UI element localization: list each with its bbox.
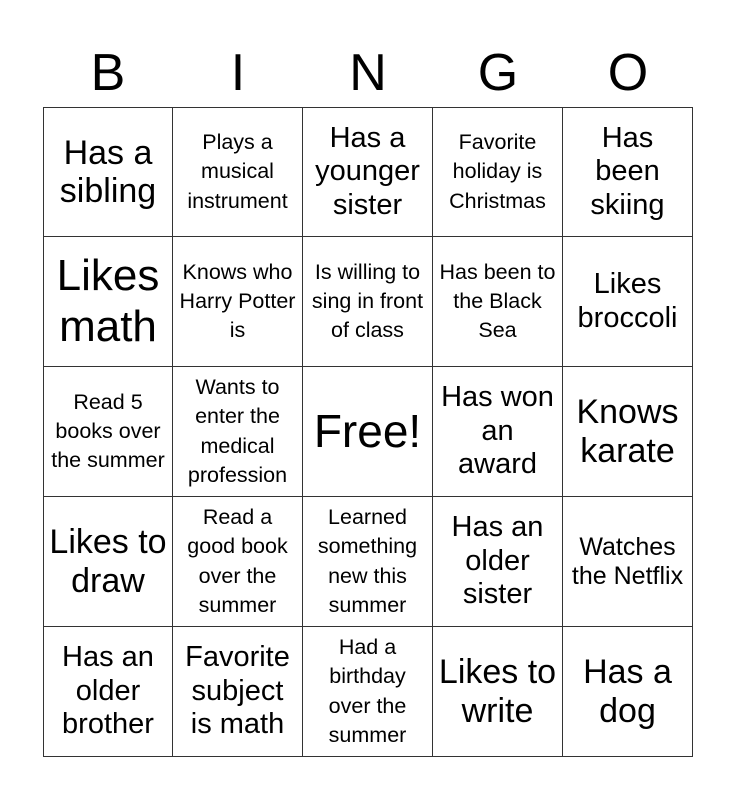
- bingo-cell[interactable]: [303, 237, 433, 367]
- header-letter-b: B: [90, 44, 126, 102]
- header-letter-i: I: [230, 44, 246, 102]
- cell-text: Knows karate: [576, 393, 679, 470]
- cell-text: Has been to the Black Sea: [439, 259, 556, 342]
- cell-text: Plays a musical instrument: [187, 130, 288, 213]
- cell-text: Is willing to sing in front of class: [311, 259, 424, 342]
- cell-text: Learned something new this summer: [317, 505, 418, 617]
- bingo-cell[interactable]: [173, 237, 303, 367]
- bingo-cell[interactable]: [303, 107, 433, 237]
- cell-text: Wants to enter the medical profession: [187, 375, 288, 487]
- header-letter-n: N: [349, 44, 387, 102]
- bingo-cell[interactable]: [433, 237, 563, 367]
- header-letter-g: G: [477, 44, 519, 102]
- bingo-cell[interactable]: [563, 107, 693, 237]
- bingo-cell[interactable]: [173, 497, 303, 627]
- cell-text: Read a good book over the summer: [187, 505, 288, 617]
- cell-text: Has a dog: [583, 653, 672, 730]
- bingo-cell[interactable]: [563, 497, 693, 627]
- bingo-cell[interactable]: [433, 627, 563, 757]
- bingo-cell[interactable]: [43, 107, 173, 237]
- free-cell[interactable]: [303, 367, 433, 497]
- bingo-cell[interactable]: [173, 107, 303, 237]
- cell-text: Likes to draw: [49, 523, 167, 600]
- bingo-board: [43, 107, 693, 757]
- bingo-cell[interactable]: [173, 627, 303, 757]
- cell-text: Has won an award: [441, 381, 554, 481]
- bingo-cell[interactable]: [563, 627, 693, 757]
- bingo-cell[interactable]: [43, 627, 173, 757]
- cell-text: Has a sibling: [59, 133, 157, 210]
- cell-text: Watches the Netflix: [571, 532, 684, 590]
- cell-text: Has been skiing: [590, 121, 665, 221]
- bingo-cell[interactable]: [303, 497, 433, 627]
- cell-text: Knows who Harry Potter is: [179, 259, 296, 342]
- bingo-cell[interactable]: [43, 367, 173, 497]
- cell-text: Has an older sister: [451, 511, 544, 611]
- bingo-cell[interactable]: [433, 497, 563, 627]
- cell-text: Free!: [313, 404, 422, 457]
- bingo-header: [43, 40, 693, 106]
- cell-text: Likes math: [56, 250, 160, 351]
- bingo-cell[interactable]: [563, 237, 693, 367]
- cell-text: Likes broccoli: [577, 268, 678, 334]
- bingo-cell[interactable]: [433, 107, 563, 237]
- header-letter-o: O: [607, 44, 649, 102]
- cell-text: Has an older brother: [62, 641, 154, 741]
- bingo-cell[interactable]: [43, 237, 173, 367]
- cell-text: Had a birthday over the summer: [328, 635, 407, 747]
- bingo-cell[interactable]: [43, 497, 173, 627]
- bingo-cell[interactable]: [563, 367, 693, 497]
- cell-text: Favorite subject is math: [185, 641, 290, 741]
- bingo-cell[interactable]: [173, 367, 303, 497]
- bingo-cell[interactable]: [433, 367, 563, 497]
- cell-text: Likes to write: [438, 653, 557, 730]
- cell-text: Read 5 books over the summer: [51, 389, 165, 472]
- cell-text: Has a younger sister: [315, 121, 420, 221]
- cell-text: Favorite holiday is Christmas: [449, 130, 546, 213]
- bingo-cell[interactable]: [303, 627, 433, 757]
